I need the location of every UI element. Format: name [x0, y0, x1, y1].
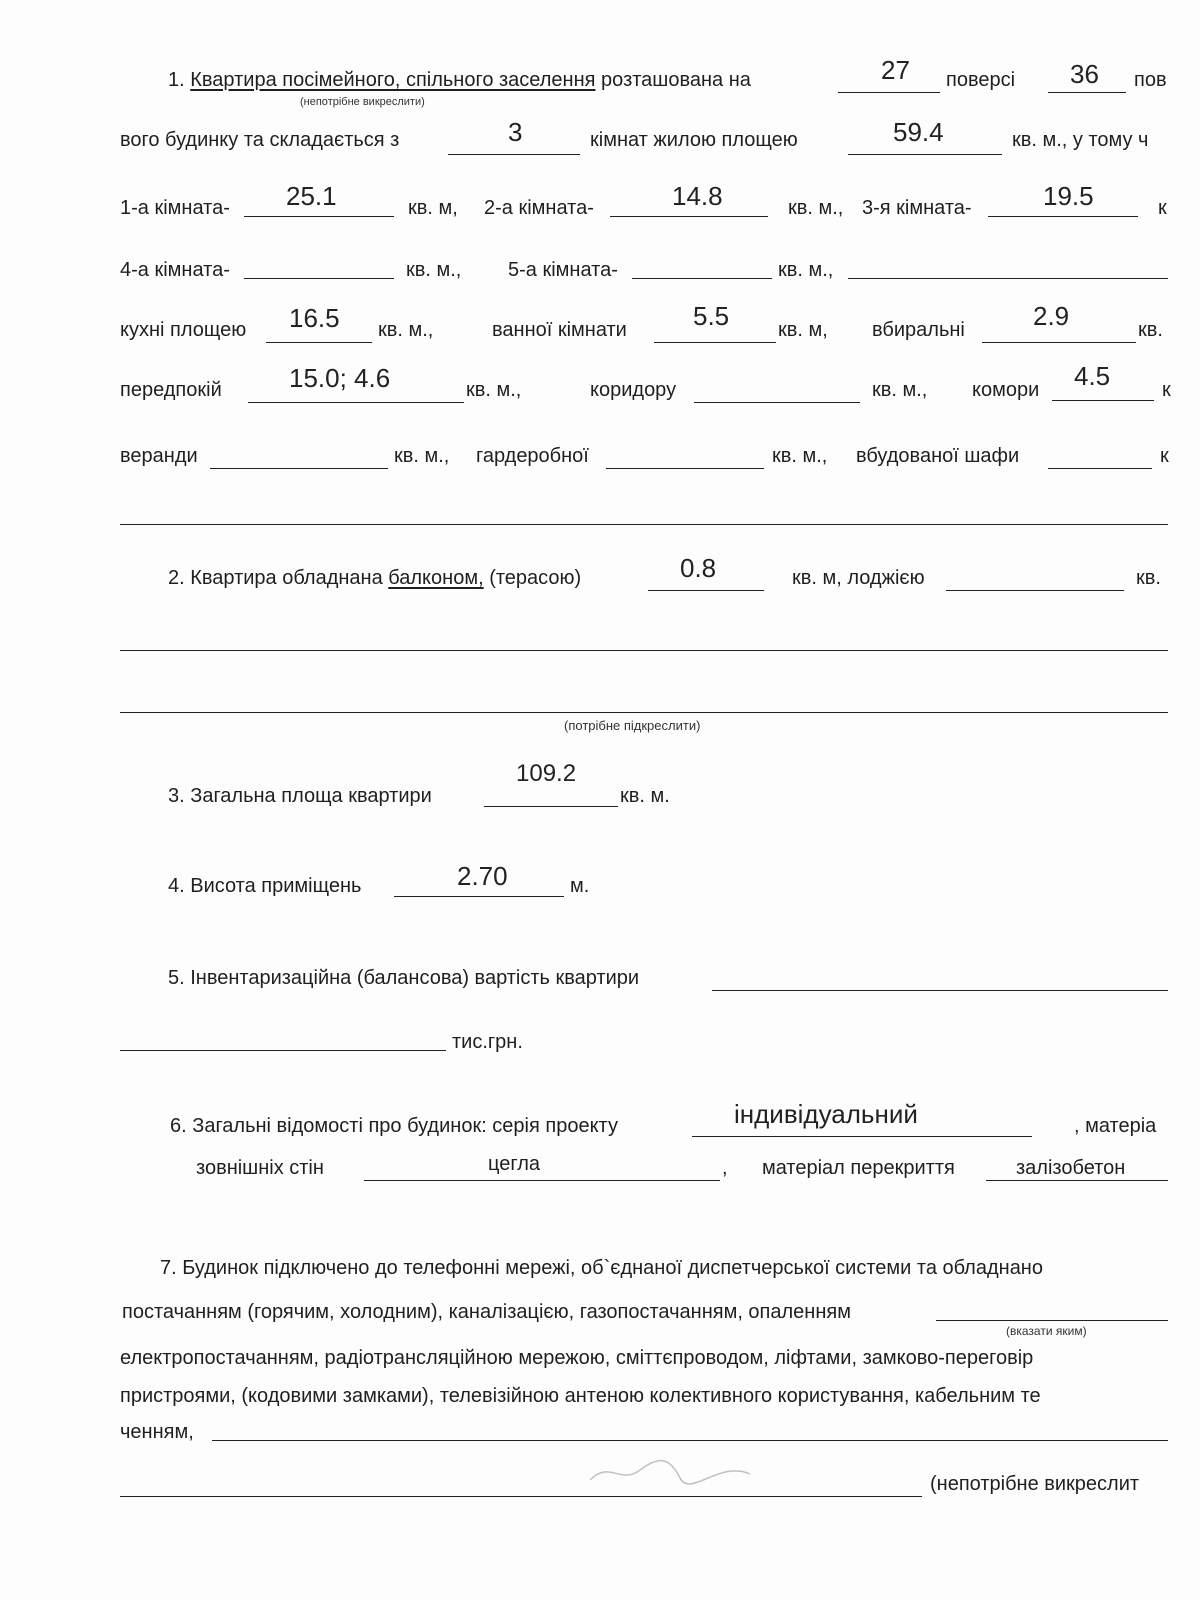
room3-line	[988, 216, 1138, 217]
room2-unit: кв. м.,	[788, 197, 844, 219]
inventory-value-line2	[120, 1050, 446, 1051]
s1-line7-tail: к	[1160, 445, 1169, 467]
s7-line2: постачанням (горячим, холодним), каналізацією, газопостачанням, опаленням	[122, 1301, 851, 1323]
total-area-unit: кв. м.	[620, 785, 670, 807]
loggia-unit: кв.	[1136, 567, 1161, 589]
room5-line	[632, 278, 772, 279]
room5-label: 5-а кімната-	[508, 259, 618, 281]
room1-line	[244, 216, 394, 217]
s1-line2-tail: кв. м., у тому ч	[1012, 129, 1149, 151]
veranda-label: веранди	[120, 445, 198, 467]
veranda-line	[210, 468, 388, 469]
s2-line-a	[120, 650, 1168, 651]
rooms-value: 3	[508, 117, 523, 147]
inventory-value-line	[712, 990, 1168, 991]
s1-line1-tail: пов	[1134, 69, 1167, 91]
walls-label: зовнішніх стін	[196, 1157, 324, 1179]
room2-line	[610, 216, 768, 217]
height-value: 2.70	[457, 861, 508, 891]
balcony-value: 0.8	[680, 553, 717, 583]
s7-line3: електропостачанням, радіотрансляційною мережою, сміттєпроводом, ліфтами, замково-переговір	[120, 1347, 1034, 1369]
corridor-label: коридору	[590, 379, 677, 401]
corridor-line	[694, 402, 860, 403]
s1-extra-line	[120, 524, 1168, 525]
inventory-value-label: 5. Інвентаризаційна (балансова) вартість квартири	[168, 967, 640, 989]
floor-material-line	[986, 1180, 1168, 1181]
total-area-value: 109.2	[516, 760, 577, 787]
toilet-label: вбиральні	[872, 319, 965, 341]
s7-extra-line	[212, 1440, 1168, 1441]
s2-underlined: балконом,	[388, 567, 484, 589]
wardrobe-unit: кв. м.,	[772, 445, 828, 467]
kitchen-unit: кв. м.,	[378, 319, 434, 341]
height-label: 4. Висота приміщень	[168, 875, 362, 897]
room2-label: 2-а кімната-	[484, 197, 594, 219]
room1-unit: кв. м,	[408, 197, 458, 219]
toilet-unit: кв.	[1138, 319, 1163, 341]
toilet-line	[982, 342, 1136, 343]
s7-last-line	[120, 1496, 922, 1497]
wardrobe-line	[606, 468, 764, 469]
storage-label: комори	[972, 379, 1040, 401]
floors-total-line	[1048, 92, 1126, 93]
toilet-value: 2.9	[1033, 301, 1070, 331]
loggia-line	[946, 590, 1124, 591]
room3-label: 3-я кімната-	[862, 197, 972, 219]
floor-material-label: матеріал перекриття	[762, 1157, 955, 1179]
s1-line6-tail: к	[1162, 379, 1171, 401]
room2-value: 14.8	[672, 181, 723, 211]
hallway-line	[248, 402, 464, 403]
room5-unit: кв. м.,	[778, 259, 834, 281]
wardrobe-label: гардеробної	[476, 445, 589, 467]
s2-line-b	[120, 712, 1168, 713]
s2-note: (потрібне підкреслити)	[564, 718, 701, 733]
s1-line3-tail: к	[1158, 197, 1167, 219]
bathroom-line	[654, 342, 776, 343]
signature-scribble	[580, 1450, 760, 1494]
room3-value: 19.5	[1043, 181, 1094, 211]
bathroom-label: ванної кімнати	[492, 319, 627, 341]
s7-line1: 7. Будинок підключено до телефонні мережі, об`єднаної диспетчерської системи та обладнано	[160, 1257, 1043, 1279]
hallway-label: передпокій	[120, 379, 222, 401]
floor-value: 27	[881, 55, 910, 85]
height-unit: м.	[570, 875, 590, 897]
total-area-line	[484, 806, 618, 807]
corridor-unit: кв. м.,	[872, 379, 928, 401]
total-area-label: 3. Загальна площа квартири	[168, 785, 432, 807]
room4-unit: кв. м.,	[406, 259, 462, 281]
s2-text: 2. Квартира обладнана балконом, (терасою)	[168, 567, 582, 589]
heating-note: (вказати яким)	[1006, 1324, 1087, 1338]
bathroom-unit: кв. м,	[778, 319, 828, 341]
s7-line4: пристроями, (кодовими замками), телевізійною антеною колективного користування, кабельним те	[120, 1385, 1041, 1407]
floor-label: поверсі	[946, 69, 1016, 91]
s1-line1: 1. Квартира посімейного, спільного заселення розташована на	[168, 69, 751, 91]
s1-underlined-phrase: Квартира посімейного, спільного заселення	[190, 69, 596, 91]
walls-comma: ,	[722, 1157, 728, 1179]
project-series-line	[692, 1136, 1032, 1137]
floor-field-line	[838, 92, 940, 93]
s7-footer-note: (непотрібне викреслит	[930, 1473, 1140, 1495]
rooms-field-line	[448, 154, 580, 155]
closet-label: вбудованої шафи	[856, 445, 1020, 467]
kitchen-line	[266, 342, 372, 343]
hallway-unit: кв. м.,	[466, 379, 522, 401]
living-area-value: 59.4	[893, 117, 944, 147]
room4-label: 4-а кімната-	[120, 259, 230, 281]
floor-material-value: залізобетон	[1016, 1157, 1126, 1179]
bathroom-value: 5.5	[693, 301, 730, 331]
s7-line5: ченням,	[120, 1421, 194, 1443]
room4-line	[244, 278, 394, 279]
kitchen-value: 16.5	[289, 303, 340, 333]
storage-line	[1052, 400, 1154, 401]
s1-line2-start: вого будинку та складається з	[120, 129, 400, 151]
heating-line	[936, 1320, 1168, 1321]
living-area-line	[848, 154, 1002, 155]
hallway-value: 15.0; 4.6	[289, 363, 391, 393]
closet-line	[1048, 468, 1152, 469]
wall-material-prefix: , матеріа	[1074, 1115, 1157, 1137]
storage-value: 4.5	[1074, 361, 1111, 391]
kitchen-label: кухні площею	[120, 319, 247, 341]
balcony-line	[648, 590, 764, 591]
room1-label: 1-а кімната-	[120, 197, 230, 219]
room1-value: 25.1	[286, 181, 337, 211]
veranda-unit: кв. м.,	[394, 445, 450, 467]
extra-room-line	[848, 278, 1168, 279]
floors-total-value: 36	[1070, 59, 1099, 89]
inventory-value-unit: тис.грн.	[452, 1031, 523, 1053]
s1-strike-note: (непотрібне викреслити)	[300, 96, 425, 108]
walls-line	[364, 1180, 720, 1181]
rooms-label: кімнат жилою площею	[590, 129, 798, 151]
loggia-label: кв. м, лоджією	[792, 567, 925, 589]
project-series-value: індивідуальний	[734, 1099, 918, 1129]
project-series-label: 6. Загальні відомості про будинок: серія проекту	[170, 1115, 618, 1137]
walls-value: цегла	[488, 1153, 541, 1175]
height-line	[394, 896, 564, 897]
